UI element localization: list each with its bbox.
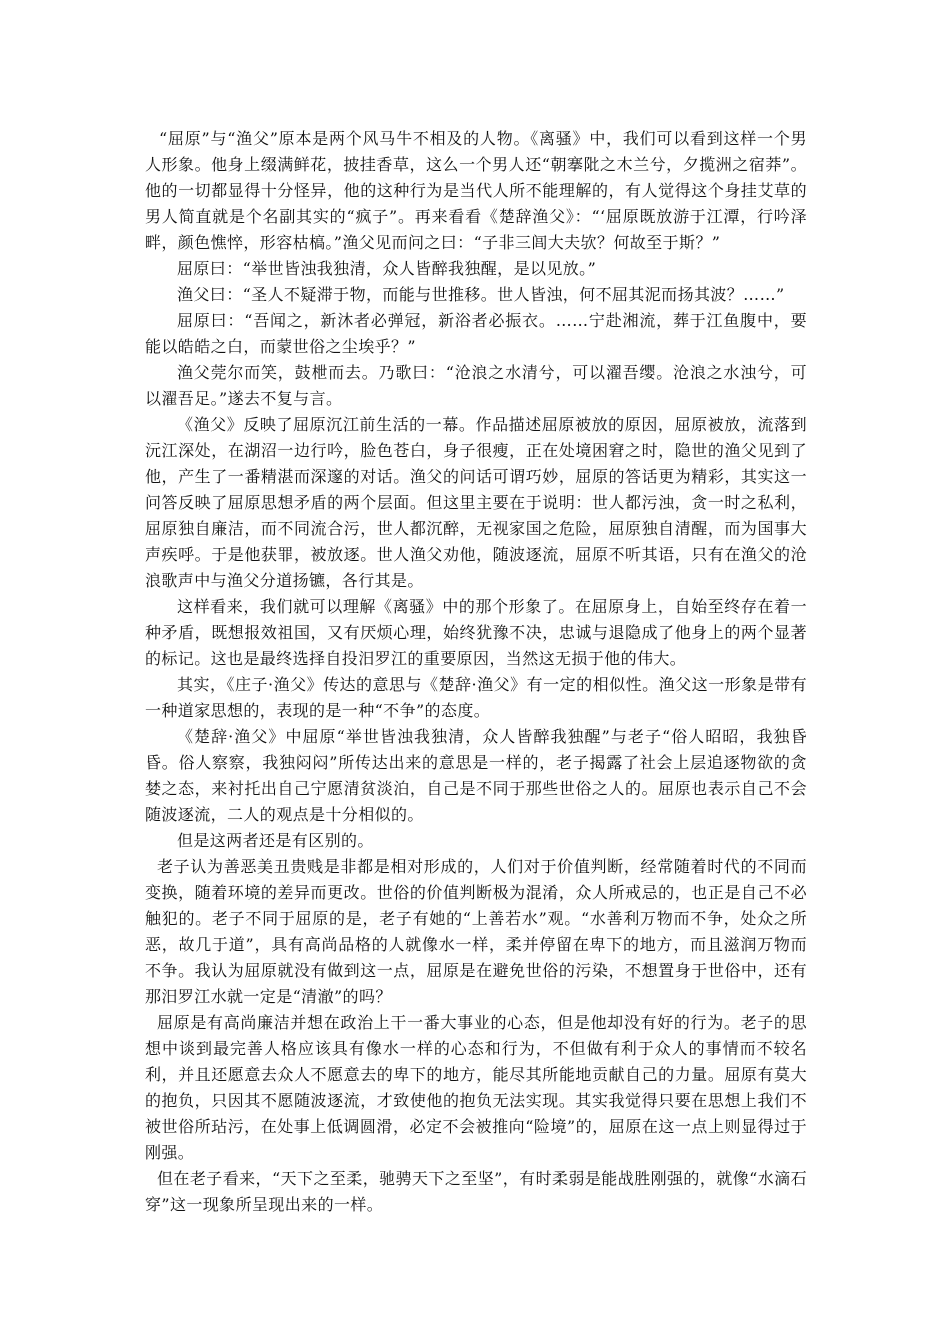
paragraph: 但是这两者还是有区别的。 xyxy=(177,831,374,850)
paragraph: 渔父莞尔而笑，鼓枻而去。乃歌曰：“沧浪之水清兮，可以濯吾缨。沧浪之水浊兮，可以濯吾足。”遂去不复与言。 xyxy=(145,363,807,408)
paragraph: 渔父曰：“圣人不疑滞于物，而能与世推移。世人皆浊，何不屈其泥而扬其波？……” xyxy=(177,285,785,304)
paragraph: “屈原”与“渔父”原本是两个风马牛不相及的人物。《离骚》中，我们可以看到这样一个男人形象。他身上缀满鲜花，披挂香草，这么一个男人还“朝搴阰之木兰兮，夕揽洲之宿莽”。他的一切都显得十分怪异，他的这种行为是当代人所不能理解的，有人觉得这个身挂艾草的男人简直就是个名副其实的“疯子”。再来看看《楚辞渔父》：“‘屈原既放游于江潭，行吟泽畔，颜色憔悴，形容枯槁。”渔父见而问之曰：“子非三闾大夫欤？何故至于斯？” xyxy=(145,129,807,252)
paragraph: 屈原曰：“吾闻之，新沐者必弹冠，新浴者必振衣。……宁赴湘流，葬于江鱼腹中，要能以皓皓之白，而蒙世俗之尘埃乎？” xyxy=(145,311,807,356)
paragraph: 《楚辞·渔父》中屈原“举世皆浊我独清，众人皆醉我独醒”与老子“俗人昭昭，我独昏昏。俗人察察，我独闷闷”所传达出来的意思是一样的，老子揭露了社会上层追逐物欲的贪婪之态，来衬托出自己宁愿清贫淡泊，自己是不同于那些世俗之人的。屈原也表示自己不会随波逐流，二人的观点是十分相似的。 xyxy=(145,727,807,824)
paragraph: 但在老子看来，“天下之至柔，驰骋天下之至坚”，有时柔弱是能战胜刚强的，就像“水滴石穿”这一现象所呈现出来的一样。 xyxy=(145,1169,807,1214)
paragraph: 屈原曰：“举世皆浊我独清，众人皆醉我独醒，是以见放。” xyxy=(177,259,597,278)
paragraph: 《渔父》反映了屈原沉江前生活的一幕。作品描述屈原被放的原因，屈原被放，流落到沅江深处，在湖沼一边行吟，脸色苍白，身子很瘦，正在处境困窘之时，隐世的渔父见到了他，产生了一番精湛而深邃的对话。渔父的问话可谓巧妙，屈原的答话更为精彩，其实这一问答反映了屈原思想矛盾的两个层面。但这里主要在于说明：世人都污浊，贪一时之私利，屈原独自廉洁，而不同流合污，世人都沉醉，无视家国之危险，屈原独自清醒，而为国事大声疾呼。于是他获罪，被放逐。世人渔父劝他，随波逐流，屈原不听其语，只有在渔父的沧浪歌声中与渔父分道扬镳，各行其是。 xyxy=(145,415,807,590)
paragraph: 这样看来，我们就可以理解《离骚》中的那个形象了。在屈原身上，自始至终存在着一种矛盾，既想报效祖国，又有厌烦心理，始终犹豫不决，忠诚与退隐成了他身上的两个显著的标记。这也是最终选择自投汨罗江的重要原因，当然这无损于他的伟大。 xyxy=(145,597,807,668)
paragraph: 其实，《庄子·渔父》传达的意思与《楚辞·渔父》有一定的相似性。渔父这一形象是带有一种道家思想的，表现的是一种“不争”的态度。 xyxy=(145,675,807,720)
document-body xyxy=(145,126,807,1218)
paragraph: 屈原是有高尚廉洁并想在政治上干一番大事业的心态，但是他却没有好的行为。老子的思想中谈到最完善人格应该具有像水一样的心态和行为，不但做有利于众人的事情而不较名利，并且还愿意去众人不愿意去的卑下的地方，能尽其所能地贡献自己的力量。屈原有莫大的抱负，只因其不愿随波逐流，才致使他的抱负无法实现。其实我觉得只要在思想上我们不被世俗所玷污，在处事上低调圆滑，必定不会被推向“险境”的，屈原在这一点上则显得过于刚强。 xyxy=(145,1013,807,1162)
paragraph: 老子认为善恶美丑贵贱是非都是相对形成的，人们对于价值判断，经常随着时代的不同而变换，随着环境的差异而更改。世俗的价值判断极为混淆，众人所戒忌的，也正是自己不必触犯的。老子不同于屈原的是，老子有她的“上善若水”观。“水善利万物而不争，处众之所恶，故几于道”，具有高尚品格的人就像水一样，柔并停留在卑下的地方，而且滋润万物而不争。我认为屈原就没有做到这一点，屈原是在避免世俗的污染，不想置身于世俗中，还有那汨罗江水就一定是“清澈”的吗？ xyxy=(145,857,807,1006)
